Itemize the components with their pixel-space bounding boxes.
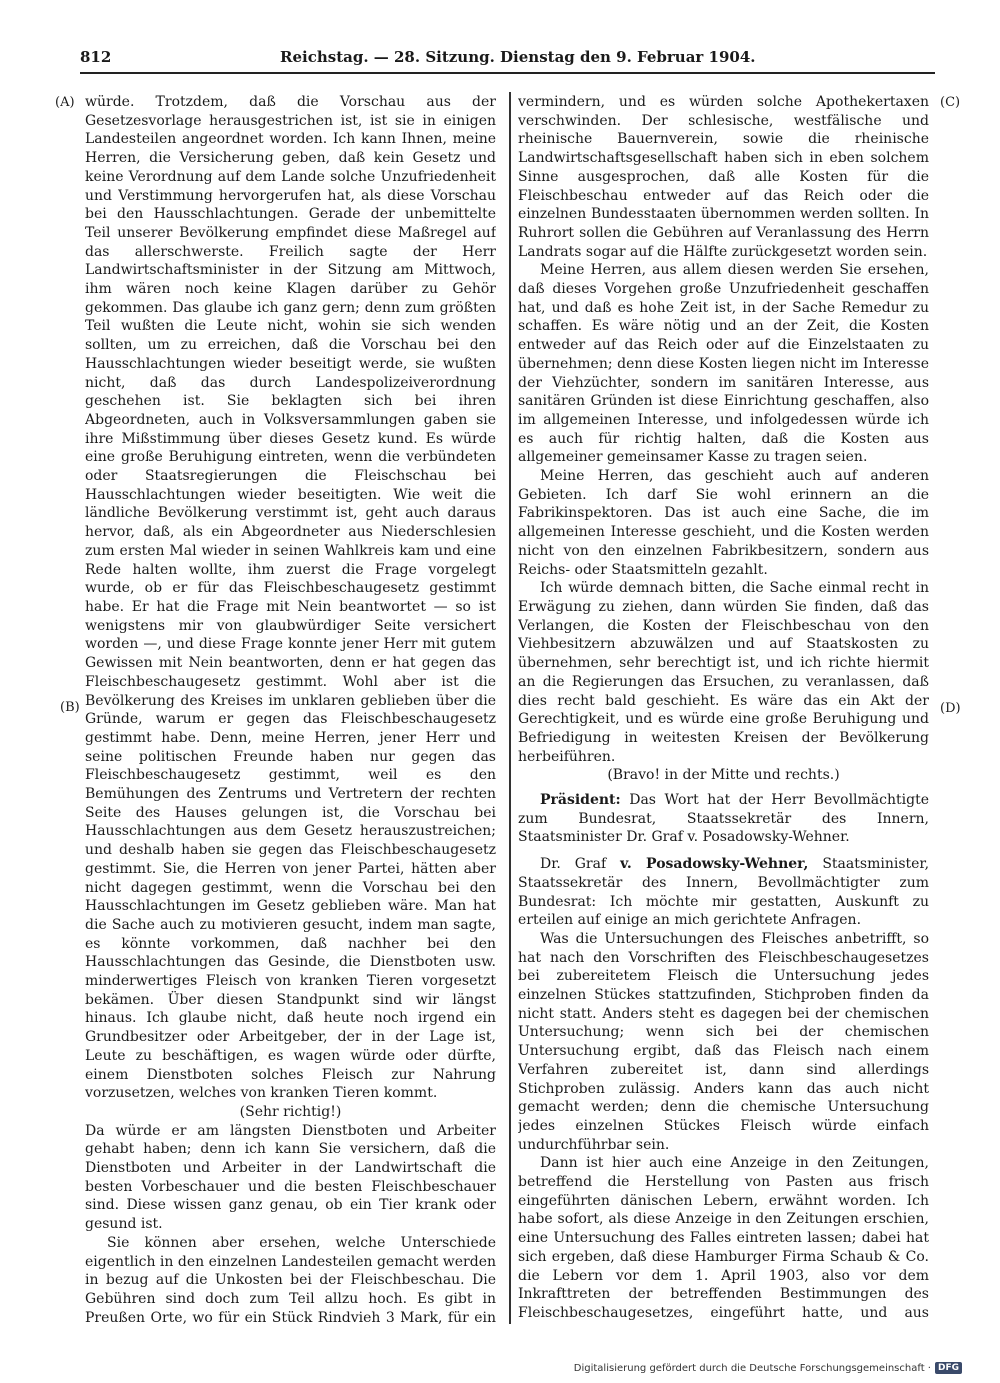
interjection: (Bravo! in der Mitte und rechts.) (607, 767, 840, 784)
paragraph: Meine Herren, das geschieht auch auf anderen Gebieten. Ich darf Sie wohl erinnern an die Fabrikinspektoren. Das ist auch eine Sache, die im allgemeinen Interesse geschieht, und die Kosten werden nicht von den einzelnen Fabrikbesitzern, sondern aus Reichs- oder Staatsmitteln gezahlt. (518, 468, 929, 578)
speaker-name: v. Posadowsky-Wehner, (620, 856, 809, 873)
paragraph: Da würde er am längsten Dienstboten und Arbeiter gehabt haben; denn ich kann Sie versichern, daß die Dienstboten und Arbeiter in der Landwirtschaft die besten Vorbeschauer und die besten Fleischbeschauer sind. Diese wissen ganz genau, ob ein Tier krank oder gesund ist. (85, 1122, 496, 1233)
interjection: (Sehr richtig!) (239, 1103, 342, 1120)
header-rule (80, 72, 935, 74)
page-number: 812 (80, 48, 112, 66)
speaker-name: Präsident: (540, 792, 621, 809)
statement-text: Das Wort hat der Herr Bevollmächtigte zum Bundesrat, Staatssekretär des Innern, Staatsminister Dr. Graf v. Posadowsky-Wehner. (518, 792, 929, 846)
statement-text: Staatsminister, Staatssekretär des Innern, Bevollmächtigter zum Bundesrat: Ich möchte mir gestatten, Auskunft zu erteilen auf einige an mich gerichtete Anfragen. (518, 856, 929, 929)
paragraph: Was die Untersuchungen des Fleisches anbetrifft, so hat nach den Vorschriften des Fleischbeschaugesetzes bei zubereitetem Fleisch die Untersuchung jedes einzelnen Stückes stattzufinden, Stichproben finden da nicht statt. Anders steht es dagegen bei der chemischen Untersuchung; wenn sich bei der chemischen Untersuchung ergibt, daß das Fleisch nach einem Verfahren zubereitet ist, dann sind allerdings Stichproben zulässig. Anders kann das auch nicht gemacht werden; denn die chemische Untersuchung jedes einzelnen Stückes Fleisch würde einfach undurchführbar sein. (518, 930, 929, 1153)
margin-marker-d: (D) (940, 701, 961, 716)
footer-text: Digitalisierung gefördert durch die Deutsche Forschungsgemeinschaft · (573, 1362, 931, 1374)
right-column (518, 93, 929, 1325)
paragraph: Meine Herren, aus allem diesen werden Sie ersehen, daß dieses Vorgehen große Unzufriedenheit geschaffen hat, und daß es hohe Zeit ist, in der Sache Remedur zu schaffen. Es wäre nötig und an der Zeit, die Kosten entweder auf das Reich oder auf die Einzelstaaten zu übernehmen; denn diese Kosten liegen nicht im Interesse der Viehzüchter, sondern im sanitären Interesse, aus sanitären Gründen ist diese Einrichtung geschaffen, also im allgemeinen Interesse, und infolgedessen würde ich es auch für richtig halten, daß die Kosten aus allgemeiner gemeinsamer Kasse zu tragen seien. (518, 262, 929, 466)
paragraph: vermindern, und es würden solche Apothekertaxen verschwinden. Der schlesische, westfälische und rheinische Bauernverein, sowie die rheinische Landwirtschaftsgesellschaft haben sich in eben solchem Sinne ausgesprochen, daß alle Kosten für die Fleischbeschau entweder auf das Reich oder die einzelnen Bundesstaaten übernommen werden sollten. In Ruhrort sollen die Gebühren auf Veranlassung des Herrn Landrats sogar auf die Hälfte zurückgesetzt worden sein. (518, 94, 929, 260)
page-title: Reichstag. — 28. Sitzung. Dienstag den 9. Februar 1904. (280, 48, 756, 66)
minister-statement (518, 855, 929, 930)
digitization-footer (574, 1362, 962, 1374)
margin-marker-b: (B) (60, 700, 80, 715)
left-column (85, 93, 496, 1325)
paragraph: würde. Trotzdem, daß die Vorschau aus der Gesetzesvorlage herausgestrichen ist, ist sie in einigen Landesteilen angeordnet worden. Ich kann Ihnen, meine Herren, die Versicherung geben, daß kein Gesetz und keine Verordnung auf dem Lande solche Unzufriedenheit und Verstimmung hervorgerufen hat, als diese Vorschau bei den Hausschlachtungen. Gerade der unbemittelte Teil unserer Bevölkerung empfindet diese Maßregel auf das allerschwerste. Freilich sagte der Herr Landwirtschaftsminister in der Sitzung am Mittwoch, ihm wären noch keine Klagen darüber zu Gehör gekommen. Das glaube ich ganz gern; denn zum größten Teil wußten die Leute nicht, wohin sie sich wenden sollten, um zu erreichen, daß die Vorschau bei den Hausschlachtungen wieder beseitigt werde, sie wußten nicht, daß das durch Landespolizeiverordnung geschehen ist. Sie beklagten sich bei ihren Abgeordneten, auch in Volksversammlungen gaben sie ihre Mißstimmung über dieses Gesetz kund. Es würde eine große Beruhigung eintreten, wenn die verbündeten oder Staatsregierungen die Fleischschau bei Hausschlachtungen wieder beseitigten. Wie weit die ländliche Bevölkerung verstimmt ist, geht auch daraus hervor, daß, als ein Abgeordneter aus Niederschlesien zum ersten Mal wieder in seinen Wahlkreis kam und eine Rede halten wollte, ihm zuerst die Frage vorgelegt wurde, ob er für das Fleischbeschaugesetz gestimmt habe. Er hat die Frage mit Nein beantwortet — so ist wenigstens mir von glaubwürdiger Seite versichert worden —, und diese Frage konnte jener Herr mit gutem Gewissen mit Nein beantworten, denn er hat gegen das Fleischbeschaugesetz gestimmt. Wohl aber ist die Bevölkerung des Kreises im unklaren geblieben über die Gründe, warum er gegen das Fleischbeschaugesetz gestimmt habe. Denn, meine Herren, jener Herr und seine politischen Freunde haben nur gegen das Fleischbeschaugesetz gestimmt, weil es den Bemühungen des Zentrums und Vertretern der rechten Seite des Hauses gelungen ist, die Vorschau bei Hausschlachtungen aus dem Gesetz herauszustreichen; und deshalb haben sie gegen das Fleischbeschaugesetz gestimmt. Sie, die Herren von jener Partei, hätten aber nicht dagegen gestimmt, wenn die Vorschau bei den Hausschlachtungen im Gesetz geblieben wäre. Man hat die Sache auch zu motivieren gesucht, indem man sagte, es könnte vorkommen, daß nachher bei den Hausschlachtungen das Gesinde, die Dienstboten usw. minderwertiges Fleisch von kranken Tieren vorgesetzt bekämen. Über diesen Standpunkt sind wir längst hinaus. Ich glaube nicht, daß heute noch irgend ein Grundbesitzer oder Arbeitgeber, der in der Lage ist, Leute zu beschäftigen, es wagen würde oder dürfte, einem Dienstboten solches Fleisch zur Nahrung vorzusetzen, welches von kranken Tieren kommt. (85, 94, 496, 1102)
paragraph: Dann ist hier auch eine Anzeige in den Zeitungen, betreffend die Herstellung von Pasten aus frisch eingeführten dänischen Lebern, erwähnt worden. Ich habe sofort, als diese Anzeige in den Zeitungen erschien, eine Untersuchung des Falles eintreten lassen; dabei hat sich ergeben, daß diese Hamburger Firma Schaub & Co. die Lebern vor dem 1. April 1903, also vor dem Inkrafttreten der betreffenden Bestimmungen des Fleischbeschaugesetzes, eingeführt hatte, und aus (518, 1155, 929, 1321)
speaker-title: Dr. Graf (540, 856, 621, 873)
paragraph: Sie können aber ersehen, welche Unterschiede eigentlich in den einzelnen Landesteilen gemacht werden in bezug auf die Unkosten bei der Fleischbeschau. Die Gebühren sind doch zum Teil allzu hoch. Es gibt in Preußen Orte, wo für ein Stück Rindvieh 3 Mark, für ein (85, 1234, 496, 1325)
margin-marker-c: (C) (940, 95, 961, 110)
column-divider (509, 92, 511, 1324)
paragraph: Ich würde demnach bitten, die Sache einmal recht in Erwägung zu ziehen, dann würden Sie finden, daß das Verlangen, die Kosten der Fleischbeschau von den Viehbesitzern abzuwälzen und auf Staatskosten zu übernehmen, sehr berechtigt ist, und ich richte hiermit an die Regierungen das Ersuchen, zu veranlassen, daß dies recht bald geschieht. Es wäre das ein Akt der Gerechtigkeit, und es würde eine große Beruhigung und Befriedigung in weitesten Kreisen der Bevölkerung herbeiführen. (518, 580, 929, 765)
margin-marker-a: (A) (55, 95, 75, 110)
dfg-logo: DFG (935, 1362, 962, 1374)
president-statement (518, 791, 929, 847)
page-header (80, 48, 756, 70)
